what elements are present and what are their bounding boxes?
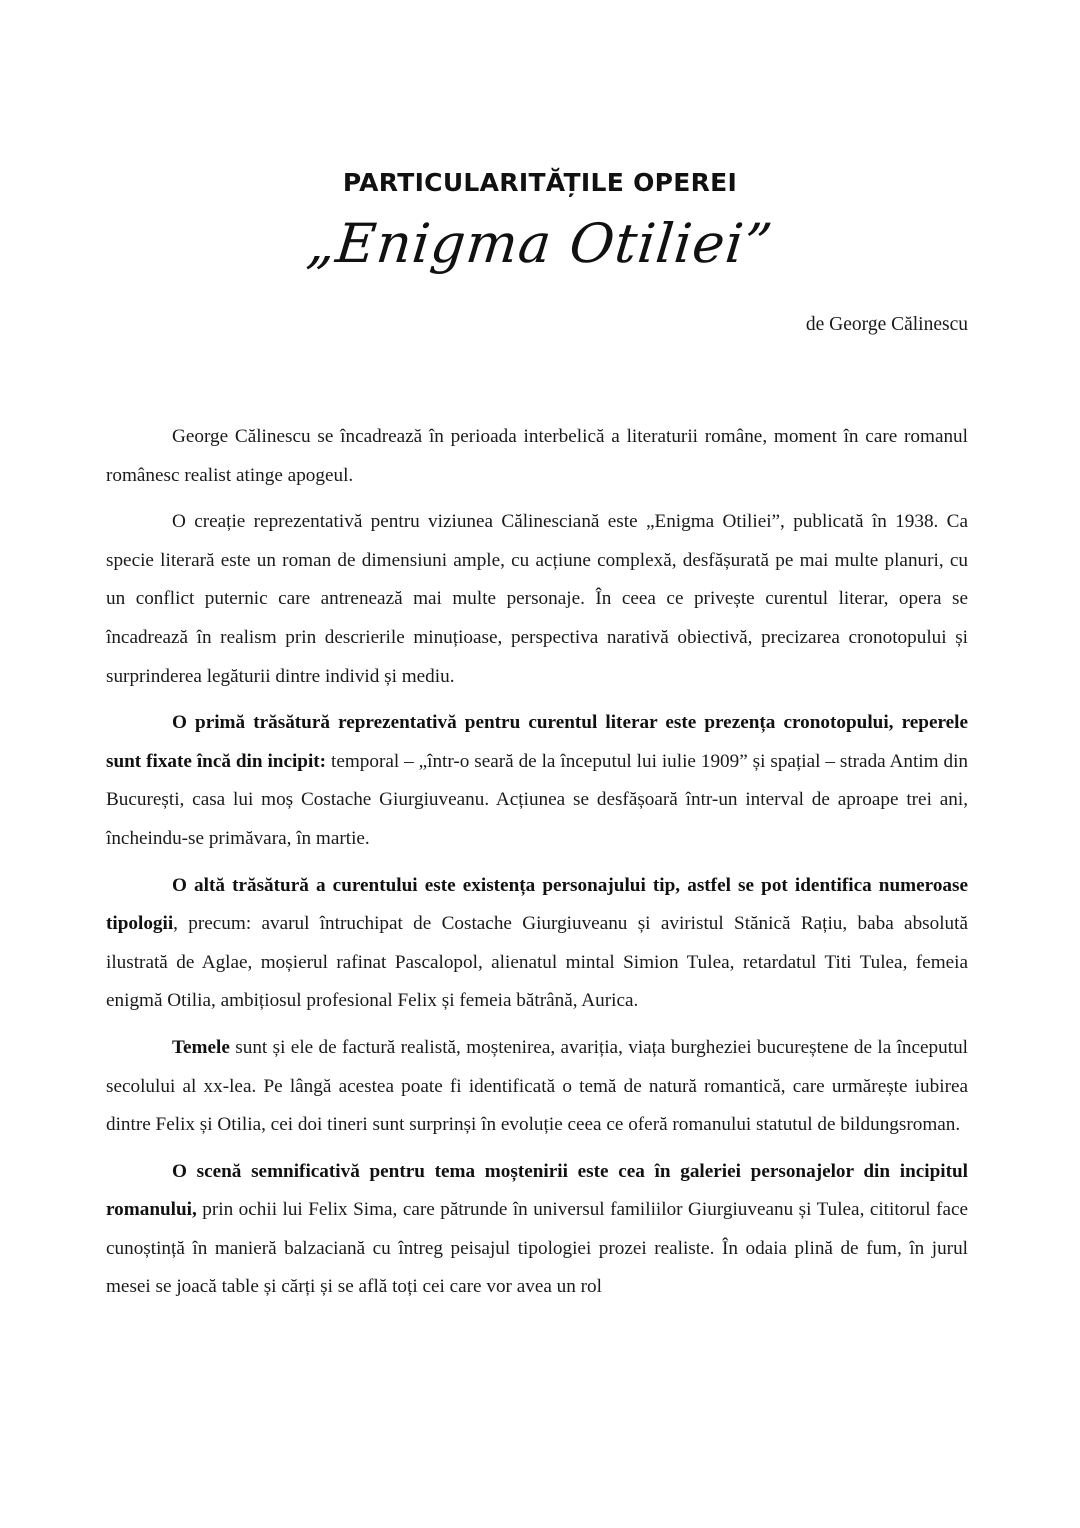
document-title: PARTICULARITĂȚILE OPEREI	[342, 168, 738, 197]
paragraph-themes	[106, 1029, 968, 1145]
paragraph-character-types	[106, 867, 968, 1021]
paragraph-bold-lead: O scenă semnificativă pentru tema moștenirii este cea în galeriei personajelor din incipitul romanului,	[106, 1160, 968, 1221]
paragraph-chronotope	[106, 704, 968, 858]
paragraph-text: George Călinescu se încadrează în perioada interbelică a literaturii române, moment în care romanul românesc realist atinge apogeul.	[106, 426, 968, 486]
paragraph-bold-lead: Temele	[172, 1036, 230, 1058]
paragraph-text: temporal – „într-o seară de la începutul lui iulie 1909” și spațial – strada Antim din București, casa lui moș Costache Giurgiuveanu. Acțiunea se desfășoară într-un interval de aproape trei ani, încheindu-se primăvara, în martie.	[106, 750, 968, 849]
paragraph-text: O creație reprezentativă pentru viziunea Călinesciană este „Enigma Otiliei”, publicată în 1938. Ca specie literară este un roman de dimensiuni ample, cu acțiune complexă, desfășurată pe mai multe planuri, cu un conflict puternic care antrenează mai multe personaje. În ceea ce privește curentul literar, opera se încadrează în realism prin descrierile minuțioase, perspectiva narativă obiectivă, precizarea cronotopului și surprinderea legăturii dintre individ și mediu.	[106, 511, 968, 687]
paragraph-work-overview	[106, 503, 968, 696]
script-title: „Enigma Otiliei”	[304, 212, 776, 275]
paragraph-scene	[106, 1153, 968, 1307]
author-byline: de George Călinescu	[805, 314, 968, 335]
paragraph-text: sunt și ele de factură realistă, moștenirea, avariția, viața burgheziei bucureștene de la începutul secolului al xx-lea. Pe lângă acestea poate fi identificată o temă de natură romantică, care urmărește iubirea dintre Felix și Otilia, cei doi tineri sunt surprinși în evoluție ceea ce oferă romanului statutul de bildungsroman.	[106, 1036, 968, 1136]
paragraph-text: , precum: avarul întruchipat de Costache Giurgiuveanu și aviristul Stănică Rațiu, baba absolută ilustrată de Aglae, moșierul rafinat Pascalopol, alienatul mintal Simion Tulea, retardatul Titi Tulea, femeia enigmă Otilia, ambițiosul profesional Felix și femeia bătrână, Aurica.	[106, 913, 968, 1012]
paragraph-text: prin ochii lui Felix Sima, care pătrunde în universul familiilor Giurgiuveanu și Tulea, cititorul face cunoștință în manieră balzaciană cu întreg peisajul tipologiei prozei realiste. În odaia plină de fum, în jurul mesei se joacă table și cărți și se află toți cei care vor avea un rol	[106, 1199, 968, 1298]
body-text	[106, 418, 968, 1315]
paragraph-intro	[106, 418, 968, 495]
paragraph-bold-lead: O primă trăsătură reprezentativă pentru curentul literar este prezența cronotopului, reperele sunt fixate încă din incipit:	[106, 712, 968, 772]
paragraph-bold-lead: O altă trăsătură a curentului este existența personajului tip, astfel se pot identifica numeroase tipologii	[106, 874, 968, 935]
